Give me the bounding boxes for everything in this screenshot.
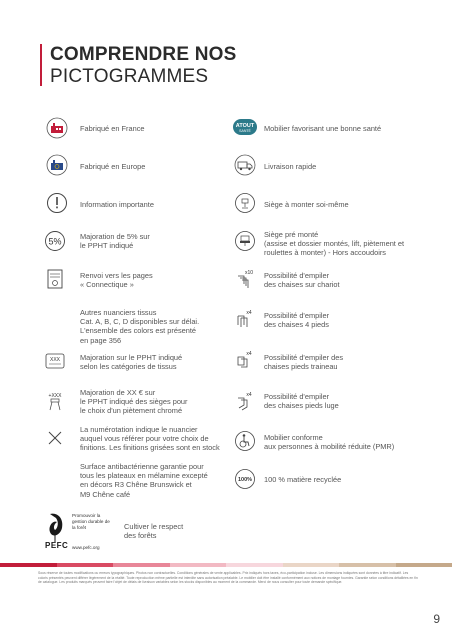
svg-text:5%: 5% bbox=[48, 236, 62, 247]
color-band-segment bbox=[0, 563, 57, 567]
row-text-pmr: Mobilier conforme aux personnes à mobilité réduite (PMR) bbox=[264, 433, 395, 452]
row-text-stack-skid: Possibilité d'empiler des chaises pieds luge bbox=[264, 392, 339, 411]
svg-text:x4: x4 bbox=[246, 351, 252, 357]
pefc-brand: PEFC bbox=[45, 541, 69, 550]
row-text-antibacterial: Surface antibactérienne garantie pour tous les plateaux en mélamine excepté en décors R3 Chêne Brunswick et M9 Chêne café bbox=[80, 462, 208, 499]
svg-text:x10: x10 bbox=[244, 270, 254, 276]
row-text-connectique: Renvoi vers les pages « Connectique » bbox=[80, 271, 153, 290]
row-text-delivery: Livraison rapide bbox=[264, 162, 317, 171]
color-band-segment bbox=[339, 563, 396, 567]
row-text-percent: Majoration de 5% sur le PPHT indiqué bbox=[80, 232, 150, 251]
row-text-stack-sled: Possibilité d'empiler des chaises pieds traineau bbox=[264, 353, 344, 372]
row-text-pefc: Cultiver le respect des forêts bbox=[124, 522, 184, 541]
atout-sante-logo bbox=[232, 116, 258, 138]
row-text-france: Fabriqué en France bbox=[80, 124, 145, 133]
color-band-segment bbox=[226, 563, 283, 567]
pefc-tagline: Promouvoir la gestion durable de la forêt bbox=[72, 513, 110, 530]
color-band-segment bbox=[396, 563, 452, 567]
stack-skid-icon bbox=[234, 390, 256, 412]
svg-text:+XXX: +XXX bbox=[48, 393, 62, 399]
page-reference-icon bbox=[44, 268, 66, 290]
stack-4-legs-icon bbox=[234, 308, 256, 330]
row-text-chrome: Majoration de XX € sur le PPHT indiqué des sièges pour le choix d'un piètement chromé bbox=[80, 388, 188, 416]
stack-cart-icon bbox=[234, 268, 256, 290]
title-accent-bar bbox=[40, 44, 42, 86]
europe-factory-icon bbox=[46, 154, 68, 176]
row-text-pre-assembled: Siège pré monté (assise et dossier montés, lift, piètement et roulettes à monter) - Hors accoudoirs bbox=[264, 230, 405, 258]
stack-sled-icon bbox=[234, 349, 256, 371]
row-text-sante: Mobilier favorisant une bonne santé bbox=[264, 124, 382, 133]
numbering-icon bbox=[44, 427, 66, 449]
wheelchair-icon bbox=[234, 430, 256, 452]
row-text-stack-4-legs: Possibilité d'empiler des chaises 4 pieds bbox=[264, 311, 330, 330]
xxx-chrome-icon bbox=[44, 390, 66, 412]
svg-text:x4: x4 bbox=[246, 392, 252, 398]
row-text-important: Information importante bbox=[80, 200, 154, 209]
recycled-icon bbox=[234, 468, 256, 490]
color-band-segment bbox=[283, 563, 340, 567]
svg-text:XXX: XXX bbox=[49, 357, 61, 363]
svg-text:x4: x4 bbox=[246, 310, 252, 316]
xxx-fabric-icon bbox=[44, 350, 66, 372]
pre-assembled-icon bbox=[234, 230, 256, 252]
page-subtitle: PICTOGRAMMES bbox=[50, 66, 209, 87]
color-band-segment bbox=[170, 563, 227, 567]
svg-text:100%: 100% bbox=[237, 477, 253, 483]
color-band-segment bbox=[57, 563, 114, 567]
france-factory-icon bbox=[46, 117, 68, 139]
page-number: 9 bbox=[433, 612, 440, 626]
footnote: Sous réserve de toutes modifications ou erreurs typographiques. Photos non contractuelles. Conditions générales de vente applicables. Prix indiqués hors taxes, éco-participation incluse. Les dimensions indiquées sont données à titre indicatif. Les coloris présentés peuvent différer légèrement de la réalité. Toute reproduction même partielle est interdite sans autorisation préalable. Le mobilier doit être installé conformément aux notices de montage fournies. Garantie selon conditions détaillées en fin de catalogue. Les produits marqués peuvent faire l'objet de délais de livraison variables selon les stocks disponibles au moment de la commande. Merci de nous consulter pour toute demande spécifique. bbox=[38, 571, 418, 585]
row-text-numbering: La numérotation indique le nuancier auquel vous référer pour votre choix de finitions. Les finitions grisées sont en stock bbox=[80, 425, 220, 453]
color-band bbox=[0, 563, 452, 567]
pefc-url: www.pefc.org bbox=[72, 545, 100, 550]
row-text-self-assembly: Siège à monter soi-même bbox=[264, 200, 349, 209]
svg-text:SANTÉ: SANTÉ bbox=[239, 129, 251, 133]
page-title: COMPRENDRE NOS bbox=[50, 44, 237, 65]
delivery-truck-icon bbox=[234, 154, 256, 176]
exclamation-icon bbox=[46, 192, 68, 214]
row-text-fabrics: Autres nuanciers tissus Cat. A, B, C, D disponibles sur délai. L'ensemble des colors est présenté en page 356 bbox=[80, 308, 200, 345]
row-text-majoration-tissus: Majoration sur le PPHT indiqué selon les catégories de tissus bbox=[80, 353, 183, 372]
percent-badge-icon bbox=[44, 230, 66, 252]
row-text-europe: Fabriqué en Europe bbox=[80, 162, 146, 171]
row-text-recycled: 100 % matière recyclée bbox=[264, 475, 342, 484]
svg-text:ATOUT: ATOUT bbox=[235, 123, 255, 129]
self-assembly-icon bbox=[234, 192, 256, 214]
row-text-stack-cart: Possibilité d'empiler des chaises sur chariot bbox=[264, 271, 340, 290]
color-band-segment bbox=[113, 563, 170, 567]
